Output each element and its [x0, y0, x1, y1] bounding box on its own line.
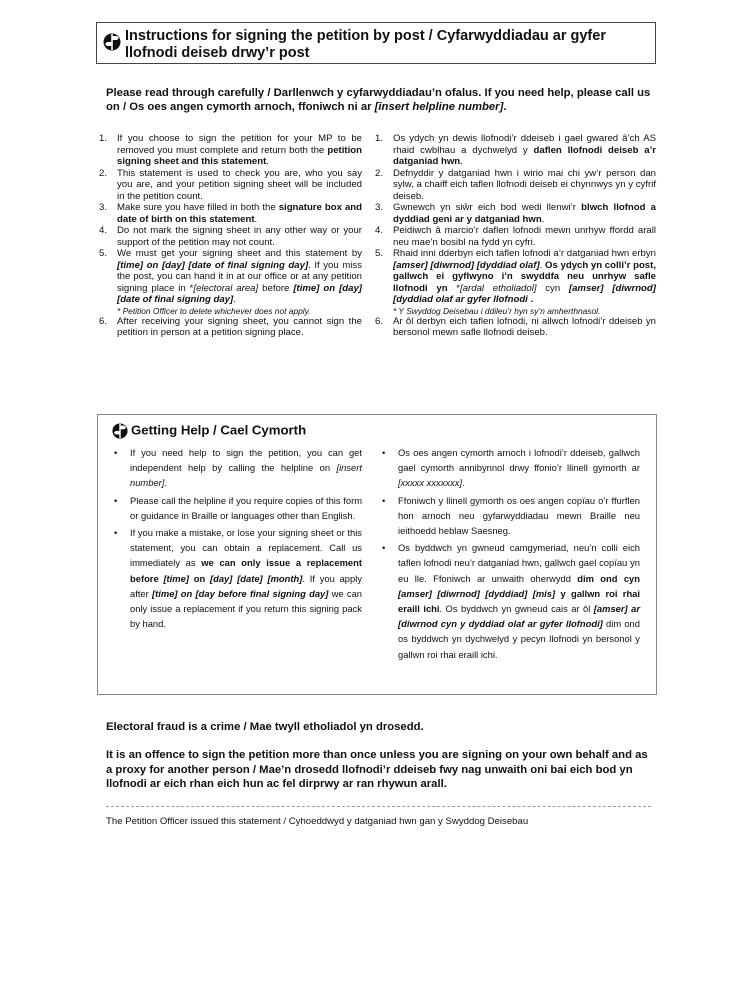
offence-warning: It is an offence to sign the petition more than once unless you are signing on your own behalf and as a proxy for another person / Mae’n drosedd llofnodi’r ddeiseb fwy nag unwaith oni bai eich bod yn llofnodi ar eich rhan eich hun ac fel dirprwy ar ran rhywun arall. [106, 749, 648, 790]
list-item: 3. Gwnewch yn siŵr eich bod wedi llenwi’r blwch llofnod a dyddiad geni ar y datganiad hwn. [375, 202, 656, 225]
list-item: • If you make a mistake, or lose your signing sheet or this statement, you can obtain a replacement. Call us immediately as we can only issue a replacement before [time] on [day] [date] [month]. If you apply after [time] on [day before final signing day] we can only issue a replacement if you return this signing pack by hand. [114, 527, 363, 630]
list-item: 2. This statement is used to check you are, who you say you are, and your petition signing sheet will be included in the petition count. [99, 167, 362, 202]
signpost-icon [112, 421, 128, 441]
list-item: • Os oes angen cymorth arnoch i lofnodi’r ddeiseb, gallwch gael cymorth annibynnol drwy ffonio’r llinell gymorth ar [xxxxx xxxxxxx]. [382, 447, 640, 489]
help-welsh [378, 445, 640, 664]
list-item: • Ffoniwch y llinell gymorth os oes angen copïau o’r ffurflen hon arnoch neu gyfarwyddiadau mewn Braille neu ieithoedd heblaw Saesneg. [382, 494, 640, 537]
list-item: • If you need help to sign the petition, you can get independent help by calling the helpline on [insert number]. [114, 447, 362, 489]
footnote: * Y Swyddog Deisebau i ddileu’r hyn sy’n amherthnasol. [393, 305, 601, 316]
page-title: Instructions for signing the petition by post / Cyfarwyddiadau ar gyfer llofnodi deiseb drwy’r post [125, 28, 606, 61]
title-box [96, 22, 656, 64]
welsh-instructions [373, 133, 656, 339]
divider [106, 806, 651, 807]
help-english [110, 445, 362, 633]
intro-text: Please read through carefully / Darllenwch y cyfarwyddiadau’n ofalus. If you need help, please call us on / Os oes angen cymorth arnoch, ffoniwch ni ar [insert helpline number]. [106, 87, 651, 113]
list-item: 2. Defnyddir y datganiad hwn i wirio mai chi yw’r person dan sylw, a chaiff eich taflen llofnodi deiseb ei chynnwys yn y cyfrif deiseb. [375, 167, 656, 202]
issued-by: The Petition Officer issued this statement / Cyhoeddwyd y datganiad hwn gan y Swyddog Deisebau [106, 816, 529, 827]
list-item: 6. Ar ôl derbyn eich taflen lofnodi, ni allwch lofnodi’r ddeiseb yn bersonol mewn safle llofnodi deiseb. [375, 315, 656, 338]
list-item: 5. We must get your signing sheet and this statement by [time] on [day] [date of final signing day]. If you miss the post, you can hand it in at our office or at any petition signing place in *[electoral area] before [time] on [day] [date of final signing day]. * Petition Officer to delete whichever does not apply. [99, 248, 362, 316]
signpost-icon [103, 31, 121, 53]
list-item: 4. Do not mark the signing sheet in any other way or your support of the petition may not count. [99, 225, 362, 248]
help-heading: Getting Help / Cael Cymorth [112, 421, 306, 441]
list-item: 6. After receiving your signing sheet, you cannot sign the petition in person at a petition signing place. [99, 315, 362, 338]
english-instructions [97, 133, 362, 339]
list-item: 1. Os ydych yn dewis llofnodi’r ddeiseb i gael gwared â’ch AS rhaid cwblhau a dychwelyd y daflen llofnodi deiseb a’r datganiad hwn. [375, 133, 656, 167]
list-item: 4. Peidiwch â marcio’r daflen lofnodi mewn unrhyw ffordd arall neu mae’n bosibl na fydd yn cyfri. [375, 225, 656, 248]
list-item: 1. If you choose to sign the petition for your MP to be removed you must complete and return both the petition signing sheet and this statement. [99, 133, 362, 167]
footnote: * Petition Officer to delete whichever does not apply. [117, 305, 311, 316]
list-item: 3. Make sure you have filled in both the signature box and date of birth on this statement. [99, 202, 362, 225]
list-item: • Os byddwch yn gwneud camgymeriad, neu’n colli eich taflen lofnodi neu’r datganiad hwn, gallwch gael copïau yn eu lle. Ffoniwch ar unwaith oherwydd dim ond cyn [amser] [diwrnod] [dyddiad] [mis] y gallwn roi rhai eraill ichi. Os byddwch yn gwneud cais ar ôl [amser] ar [diwrnod cyn y dyddiad olaf ar gyfer llofnodi] dim ond os byddwch yn dychwelyd y pecyn llofnodi yn bersonol y gallwn roi rhai eraill ichi. [382, 542, 640, 660]
fraud-warning: Electoral fraud is a crime / Mae twyll etholiadol yn drosedd. [106, 721, 424, 733]
list-item: 5. Rhaid inni dderbyn eich taflen lofnodi a’r datganiad hwn erbyn [amser] [diwrnod] [dyddiad olaf]. Os ydych yn colli’r post, gallwch ei gyflwyno i’n swyddfa neu unrhyw safle llofnodi yn *[ardal etholiadol] cyn [amser] [diwrnod] [dyddiad olaf ar gyfer llofnodi . * Y Swyddog Deisebau i ddileu’r hyn sy’n amherthnasol. [375, 248, 656, 316]
help-box [97, 414, 657, 695]
list-item: • Please call the helpline if you require copies of this form or guidance in Braille or languages other than English. [114, 494, 362, 521]
